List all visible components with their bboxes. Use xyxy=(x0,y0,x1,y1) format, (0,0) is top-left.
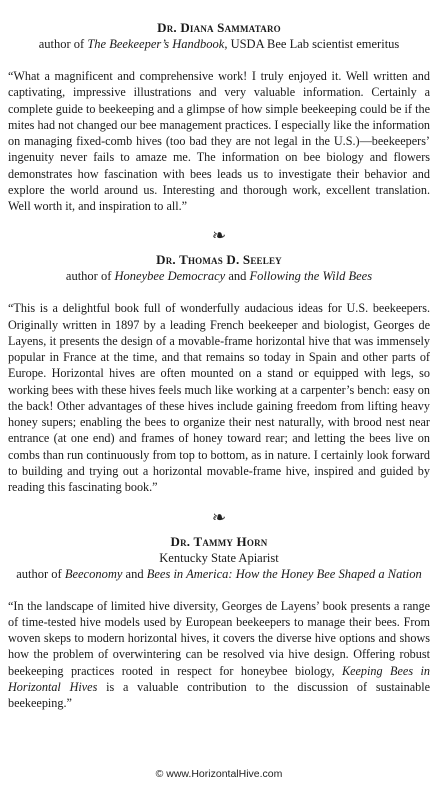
book-title: Beeconomy xyxy=(64,566,123,581)
book-title: Bees in America: How the Honey Bee Shaped a Nation xyxy=(146,566,422,581)
review-quote xyxy=(8,598,430,712)
book-title: The Beekeeper’s Handbook xyxy=(87,37,225,51)
website-footer: © www.HorizontalHive.com xyxy=(155,768,283,780)
review-quote: “What a magnificent and comprehensive work! I truly enjoyed it. Well written and captivating, impressive illustrations and very valuable information. Certainly a complete guide to beekeeping and a glimpse of how simple beekeeping could be if the mites had not changed our bee management practices. I especially like the information on managing fixed-comb hives (too bad they are not legal in the U.S.)—beekeepers’ ingenuity never fails to amaze me. The information on bee biology and flowers demonstrates how fascination with bees leads us to investigate their behavior and explore the world around us. Interesting and thorough work, excellent translation. Well worth it, and inspiration to all.” xyxy=(8,69,431,213)
book-title: Following the Wild Bees xyxy=(249,269,373,284)
book-title: Honeybee Democracy xyxy=(114,269,226,284)
credit-text: and xyxy=(122,566,147,581)
reviewer-credit xyxy=(8,566,430,582)
review-sammataro xyxy=(8,20,430,214)
reviewer-credit xyxy=(8,268,430,284)
review-horn xyxy=(8,534,430,712)
fleuron-ornament-icon: ❧ xyxy=(211,226,227,246)
fleuron-ornament-icon: ❧ xyxy=(211,507,227,527)
review-seeley xyxy=(8,252,430,495)
reviewer-name: Dr. Tammy Horn xyxy=(170,533,268,549)
quote-text: is a valuable contribution to the discussion of sustainable beekeeping.” xyxy=(8,679,430,711)
credit-text: and xyxy=(225,269,250,284)
reviewer-credit xyxy=(8,36,430,52)
credit-text: author of xyxy=(65,269,115,284)
reviewer-name: Dr. Diana Sammataro xyxy=(157,20,281,35)
credit-text: author of xyxy=(38,37,88,51)
reviewer-name: Dr. Thomas D. Seeley xyxy=(156,252,282,268)
quote-text: “In the landscape of limited hive diversity, Georges de Layens’ book presents a range of time-tested hive models used by European beekeepers to manage their bees. From woven skeps to modern horizontal hives, it covers the diverse hive options and shows how the problem of overwintering can be resolved via hive design. Offering robust beekeeping practices rooted in respect for honeybee biology, xyxy=(8,598,430,678)
review-quote: “This is a delightful book full of wonderfully audacious ideas for U.S. beekeepers. Originally written in 1897 by a leading French beekeeper and biologist, Georges de Layens, it presents the design of a movable-frame horizontal hive that was immensely popular in France at the time, and that remains so today in Spain and other parts of Europe. Horizontal hives are often mounted on a stand or equipped with legs, so working bees with these hives feels much like working at a carpenter’s bench: easy on the back! Other advantages of these hives include gaining freedom from lifting heavy honey supers; enabling the bees to organize their nest naturally, with brood nest near entrance (at one end) and frames of honey toward rear; and letting the bees live on combs than run continuously from top to bottom, as in nature. I certainly look forward to building and trying out a horizontal movable-frame hive, inspired and guided by reading this fascinating book.” xyxy=(8,301,430,495)
book-title: Keeping Bees in Horizontal Hives xyxy=(8,663,430,694)
credit-text: author of xyxy=(16,566,65,581)
credit-text: , USDA Bee Lab scientist emeritus xyxy=(224,37,400,51)
reviewer-title: Kentucky State Apiarist xyxy=(159,550,279,565)
